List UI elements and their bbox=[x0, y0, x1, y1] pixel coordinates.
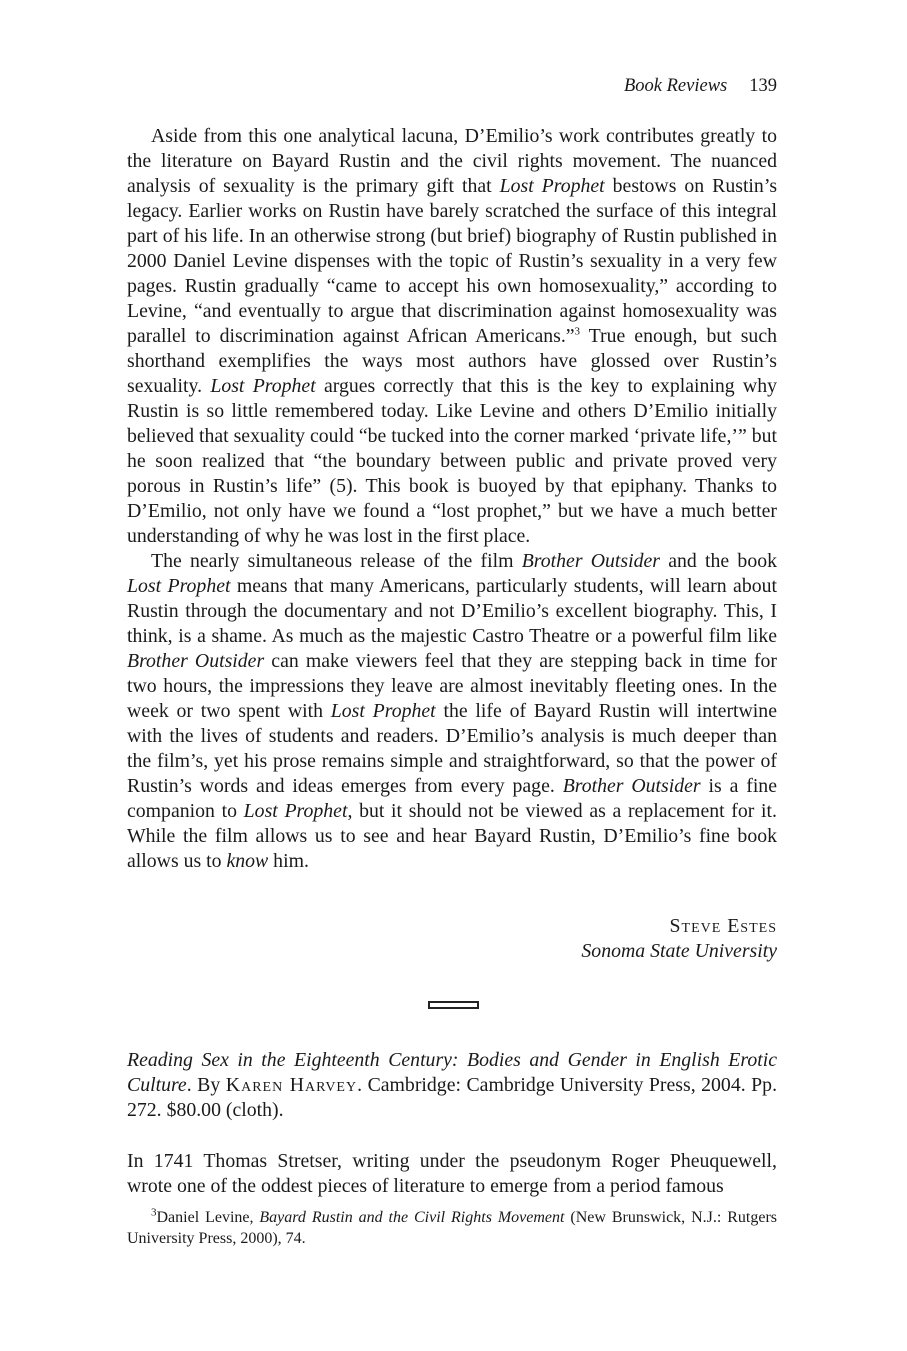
text-run: and the book bbox=[660, 550, 777, 572]
running-header bbox=[127, 76, 777, 97]
paragraph-2 bbox=[127, 549, 777, 874]
text-run: him. bbox=[268, 850, 309, 872]
book-title: Lost Prophet bbox=[210, 375, 316, 397]
text-run: argues correctly that this is the key to explaining why Rustin is so little remembered today. Like Levine and others D’Emilio initially believed that sexuality could “be tucked into the corner marked ‘private life,’” but he soon realized that “the boundary between public and private proved very porous in Rustin’s life” (5). This book is buoyed by that epiphany. Thanks to D’Emilio, not only have we found a “lost prophet,” but we have a much better understanding of why he was lost in the first place. bbox=[127, 375, 777, 547]
book-title: Lost Prophet bbox=[330, 700, 436, 722]
film-title: Brother Outsider bbox=[127, 650, 265, 672]
emphasis: know bbox=[226, 850, 269, 872]
review-body bbox=[127, 124, 777, 874]
section-title: Book Reviews bbox=[624, 76, 728, 96]
section-divider-ornament bbox=[428, 1001, 479, 1010]
reviewer-name: Steve Estes bbox=[669, 915, 777, 937]
text-run: means that many Americans, particularly students, will learn about Rustin through the documentary and not D’Emilio’s excellent biography. This, I think, is a shame. As much as the majestic Castro Theatre or a powerful film like bbox=[127, 575, 777, 647]
book-citation bbox=[127, 1048, 777, 1123]
text-run: the life of Bayard Rustin will intertwine with the lives of students and readers. D’Emilio’s analysis is much deeper than the film’s, yet his prose remains simple and straightforward, so that the power of Rustin’s words and ideas emerges from every page. bbox=[127, 700, 777, 797]
citation-author: Karen Harvey bbox=[225, 1074, 358, 1096]
reviewer-signature bbox=[127, 914, 777, 964]
text-run: True enough, but such shorthand exemplifies the ways most authors have glossed over Rustin’s sexuality. bbox=[127, 325, 777, 397]
text-run: bestows on Rustin’s legacy. Earlier works on Rustin have barely scratched the surface of this integral part of his life. In an otherwise strong (but brief) biography of Rustin published in 2000 Daniel Levine dispenses with the topic of Rustin’s sexuality in a very few pages. Rustin gradually “came to accept his own homosexuality,” according to Levine, “and eventually to argue that discrimination against homosexuality was parallel to discrimination against African Americans.” bbox=[127, 175, 778, 347]
book-title: Lost Prophet bbox=[243, 800, 348, 822]
book-title: Lost Prophet bbox=[499, 175, 605, 197]
text-run: Daniel Levine, bbox=[156, 1209, 260, 1226]
citation-title: Reading Sex in the Eighteenth Century: Bodies and Gender in English Erotic Culture bbox=[127, 1049, 777, 1096]
review-2-opening: In 1741 Thomas Stretser, writing under the pseudonym Roger Pheuquewell, wrote one of the oddest pieces of literature to emerge from a period famous bbox=[127, 1150, 777, 1197]
footnote-number: 3 bbox=[151, 1206, 157, 1219]
reviewer-affiliation: Sonoma State University bbox=[581, 940, 777, 962]
paragraph-1 bbox=[127, 124, 777, 549]
footnote-book-title: Bayard Rustin and the Civil Rights Movement bbox=[259, 1209, 565, 1226]
text-run: . By bbox=[186, 1074, 226, 1096]
footnote-ref: 3 bbox=[574, 325, 581, 338]
text-run: (New Brunswick, N.J.: Rutgers University Press, 2000), 74. bbox=[127, 1209, 777, 1247]
film-title: Brother Outsider bbox=[521, 550, 660, 572]
book-title: Lost Prophet bbox=[127, 575, 231, 597]
text-run: can make viewers feel that they are stepping back in time for two hours, the impressions they leave are almost inevitably fleeting ones. In the week or two spent with bbox=[127, 650, 778, 722]
text-run: The nearly simultaneous release of the film bbox=[151, 550, 522, 572]
film-title: Brother Outsider bbox=[562, 775, 701, 797]
text-run: Aside from this one analytical lacuna, D’Emilio’s work contributes greatly to the literature on Bayard Rustin and the civil rights movement. The nuanced analysis of sexuality is the primary gift that bbox=[127, 125, 777, 197]
text-run: is a fine companion to bbox=[127, 775, 777, 822]
citation-details: . Cambridge: Cambridge University Press, 2004. Pp. 272. $80.00 (cloth). bbox=[127, 1074, 778, 1121]
page-number: 139 bbox=[749, 76, 777, 96]
footnote bbox=[127, 1207, 777, 1249]
text-run: , but it should not be viewed as a replacement for it. While the film allows us to see and hear Bayard Rustin, D’Emilio’s fine book allows us to bbox=[127, 800, 777, 872]
